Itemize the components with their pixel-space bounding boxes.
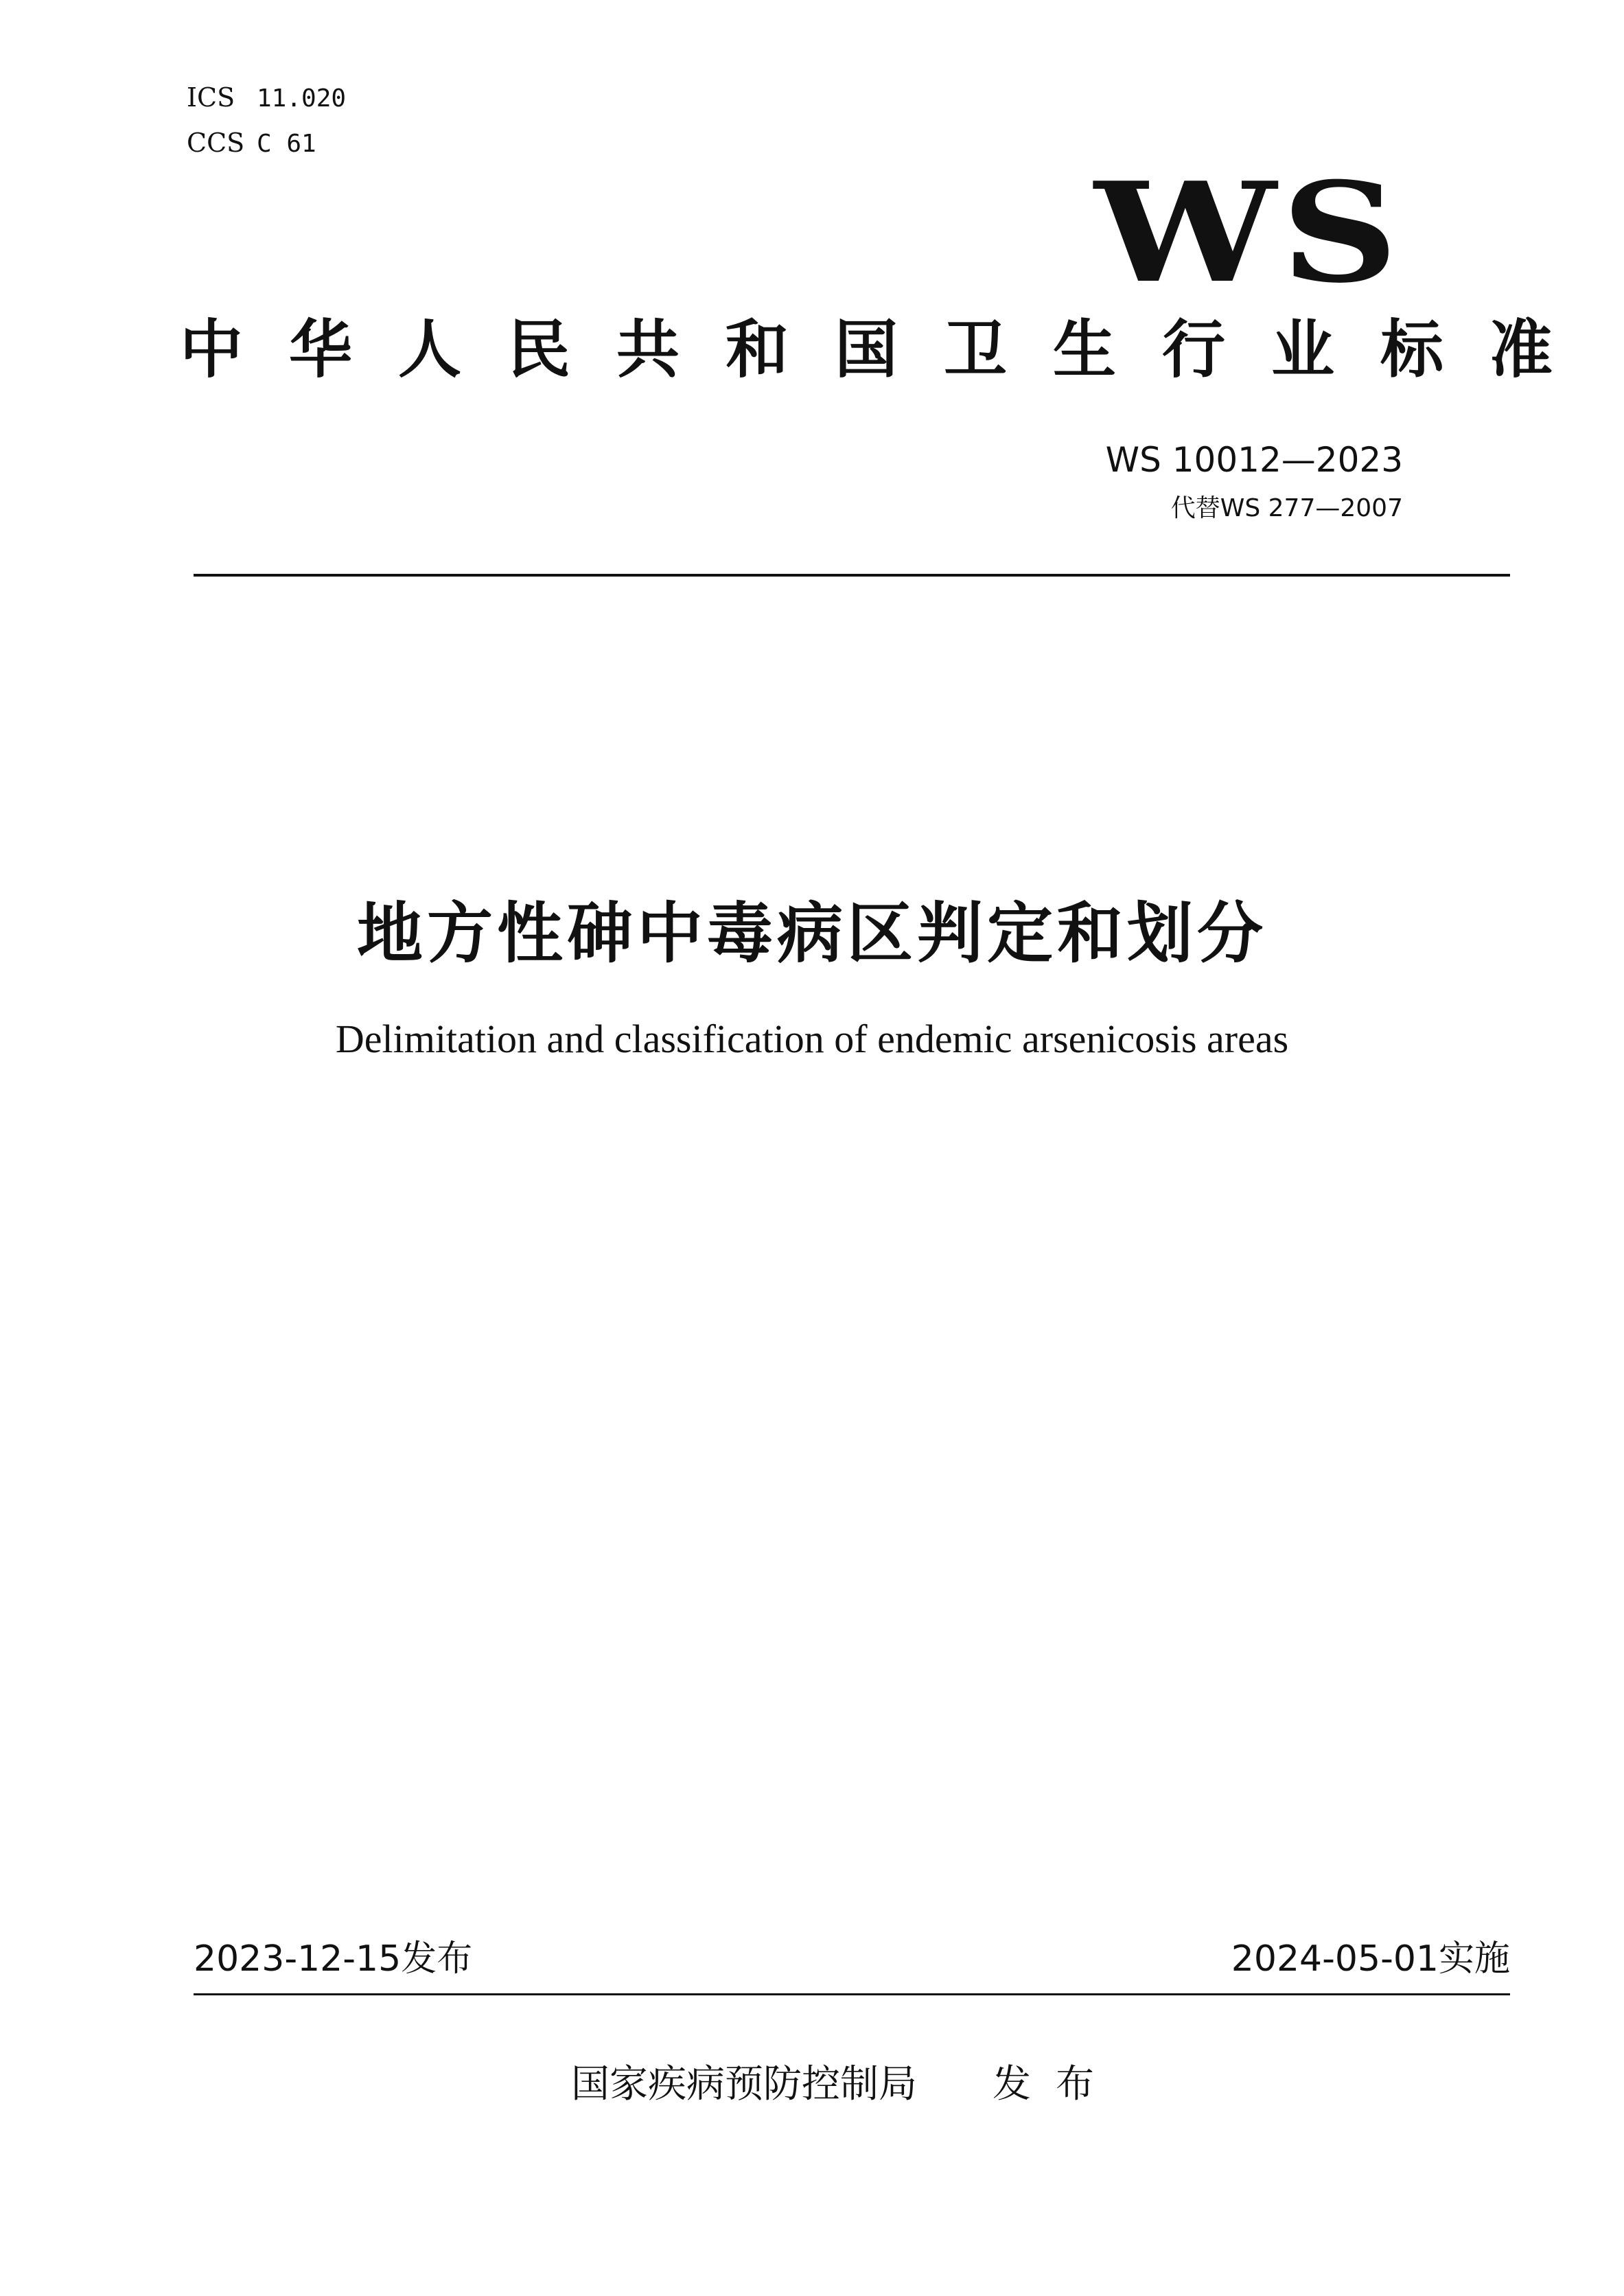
classification-codes bbox=[187, 76, 346, 166]
footer-divider bbox=[194, 1993, 1510, 1995]
ics-label: ICS bbox=[187, 82, 235, 113]
ics-value: 11.020 bbox=[257, 84, 347, 113]
publisher: 国家疾病预防控制局 bbox=[571, 2062, 917, 2107]
standard-type-heading: 中华人民共和国卫生行业标准 bbox=[180, 313, 1599, 386]
implementation-date: 2024-05-01实施 bbox=[1231, 1938, 1510, 1980]
ccs-label: CCS bbox=[187, 128, 245, 158]
issue-date: 2023-12-15发布 bbox=[194, 1938, 473, 1980]
ccs-value: C 61 bbox=[257, 130, 316, 158]
ics-code bbox=[187, 76, 346, 121]
header-divider bbox=[194, 574, 1510, 577]
publish-label: 发布 bbox=[993, 2062, 1119, 2107]
standard-number: WS 10012—2023 bbox=[1105, 440, 1403, 480]
document-title-english: Delimitation and classification of endemic arsenicosis areas bbox=[335, 1017, 1289, 1061]
document-title-chinese: 地方性砷中毒病区判定和划分 bbox=[357, 895, 1267, 972]
replaces-standard: 代替WS 277—2007 bbox=[1170, 494, 1403, 522]
ws-logo: WS bbox=[1094, 152, 1403, 314]
ccs-code bbox=[187, 121, 346, 166]
